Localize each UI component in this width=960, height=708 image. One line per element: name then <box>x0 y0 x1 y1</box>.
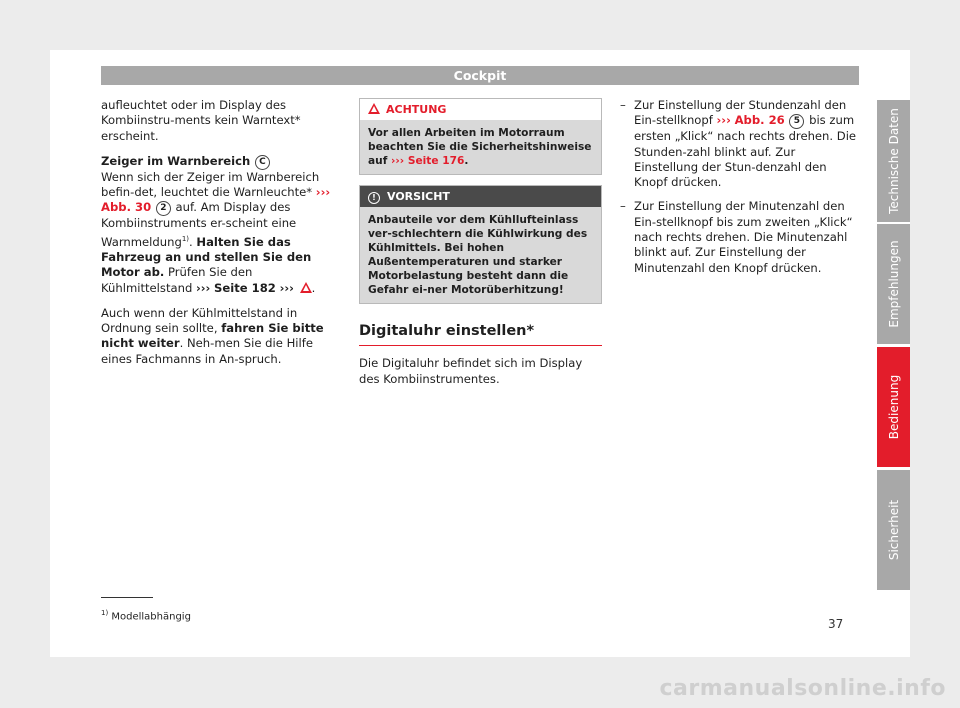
column-right <box>620 98 858 285</box>
footnote-mark: 1) <box>101 609 109 617</box>
list-item: – Zur Einstellung der Minutenzahl den Ein-stellknopf bis zum zweiten „Klick“ nach rechts drehen. Die Minutenzahl blinkt auf. Zur Einstellung der Minutenzahl den Knopf drücken. <box>620 199 858 275</box>
vorsicht-body: Anbauteile vor dem Kühllufteinlass ver-schlechtern die Kühlwirkung des Kühlmittels. Bei hohen Außentemperaturen und starker Motorbelastung besteht dann die Gefahr ei-ner Motorüberhitzung! <box>360 207 601 303</box>
cross-ref-arrow: ››› <box>279 280 294 295</box>
text: auf. Am Display des Kombiinstruments er-scheint eine Warnmeldung <box>101 200 297 249</box>
cross-ref-link[interactable]: Abb. 30 <box>101 200 152 215</box>
sidebar-tab-label: Bedienung <box>886 374 901 440</box>
text: . Neh-men Sie die Hilfe eines Fachmanns in An-spruch. <box>101 336 313 366</box>
marker-5: 5 <box>789 114 804 129</box>
text: . <box>311 280 316 295</box>
text: Wenn sich der Zeiger im Warnbereich befin-det, leuchtet die Warnleuchte* <box>101 169 320 200</box>
cross-ref-link[interactable]: Seite 176 <box>407 155 465 167</box>
section-title: Digitaluhr einstellen* <box>359 324 602 346</box>
paragraph <box>101 306 339 367</box>
text: Prüfen Sie den Kühlmittelstand <box>101 265 253 295</box>
vorsicht-box <box>359 185 602 304</box>
text: Auch wenn der Kühlmittelstand in Ordnung sein sollte, <box>101 305 298 336</box>
footnote <box>101 609 191 622</box>
subheading-text: Zeiger im Warnbereich <box>101 153 251 168</box>
footnote-text: Modellabhängig <box>111 611 191 623</box>
bold-instruction: fahren Sie bitte nicht weiter <box>101 321 324 351</box>
sidebar-tab-label: Empfehlungen <box>886 240 901 328</box>
bold-instruction: Halten Sie das Fahrzeug an und stellen Sie den Motor ab. <box>101 234 312 280</box>
cross-ref-arrow: ››› <box>196 280 211 295</box>
cross-ref-link[interactable]: Seite 182 <box>214 280 276 295</box>
vorsicht-title: VORSICHT <box>387 190 450 203</box>
warning-triangle-icon <box>300 282 312 293</box>
sidebar-tab-technische-daten[interactable] <box>877 100 910 222</box>
text: . <box>189 234 193 249</box>
cross-ref-arrow: ››› <box>391 155 405 167</box>
text: Zur Einstellung der Stundenzahl den Ein-stellknopf <box>634 98 847 128</box>
paragraph: Die Digitaluhr befindet sich im Display des Kombiinstrumentes. <box>359 356 583 386</box>
header-title: Cockpit <box>453 68 507 83</box>
footnote-divider <box>101 597 153 598</box>
marker-2: 2 <box>156 201 171 216</box>
sidebar-tab-label: Technische Daten <box>886 108 901 214</box>
sidebar-tab-empfehlungen[interactable] <box>877 224 910 344</box>
paragraph: aufleuchtet oder im Display des Kombiinstru-ments kein Warntext* erscheint. <box>101 98 301 143</box>
sidebar-tab-sicherheit[interactable] <box>877 470 910 590</box>
footnote-ref: 1) <box>181 234 189 243</box>
info-icon: ! <box>368 192 380 204</box>
page-number: 37 <box>828 617 844 631</box>
cross-ref-arrow: ››› <box>315 185 331 200</box>
text: Vor allen Arbeiten im Motorraum beachten Sie die Sicherheitshinweise auf <box>368 127 592 167</box>
achtung-box <box>359 98 602 175</box>
achtung-header <box>360 99 601 120</box>
text: bis zum ersten „Klick“ nach rechts drehen. Die Stunden-zahl blinkt auf. Zur Einstellung der Stun-denzahl den Knopf drücken. <box>634 113 857 190</box>
vorsicht-header <box>360 186 601 207</box>
achtung-title: ACHTUNG <box>386 103 447 116</box>
page-header <box>101 66 859 85</box>
marker-c: C <box>255 155 270 170</box>
column-middle <box>359 98 602 387</box>
list-item <box>620 98 858 190</box>
warning-triangle-icon <box>368 103 380 114</box>
sidebar-tab-label: Sicherheit <box>886 499 901 561</box>
cross-ref-link[interactable]: Abb. 26 <box>734 113 785 128</box>
paragraph <box>101 170 339 296</box>
achtung-body <box>360 120 601 174</box>
cross-ref-arrow: ››› <box>716 113 731 128</box>
subheading <box>101 154 339 170</box>
sidebar-tab-bedienung[interactable] <box>877 347 910 467</box>
column-left <box>101 98 339 367</box>
watermark: carmanualsonline.info <box>659 676 946 701</box>
text: . <box>464 155 469 167</box>
